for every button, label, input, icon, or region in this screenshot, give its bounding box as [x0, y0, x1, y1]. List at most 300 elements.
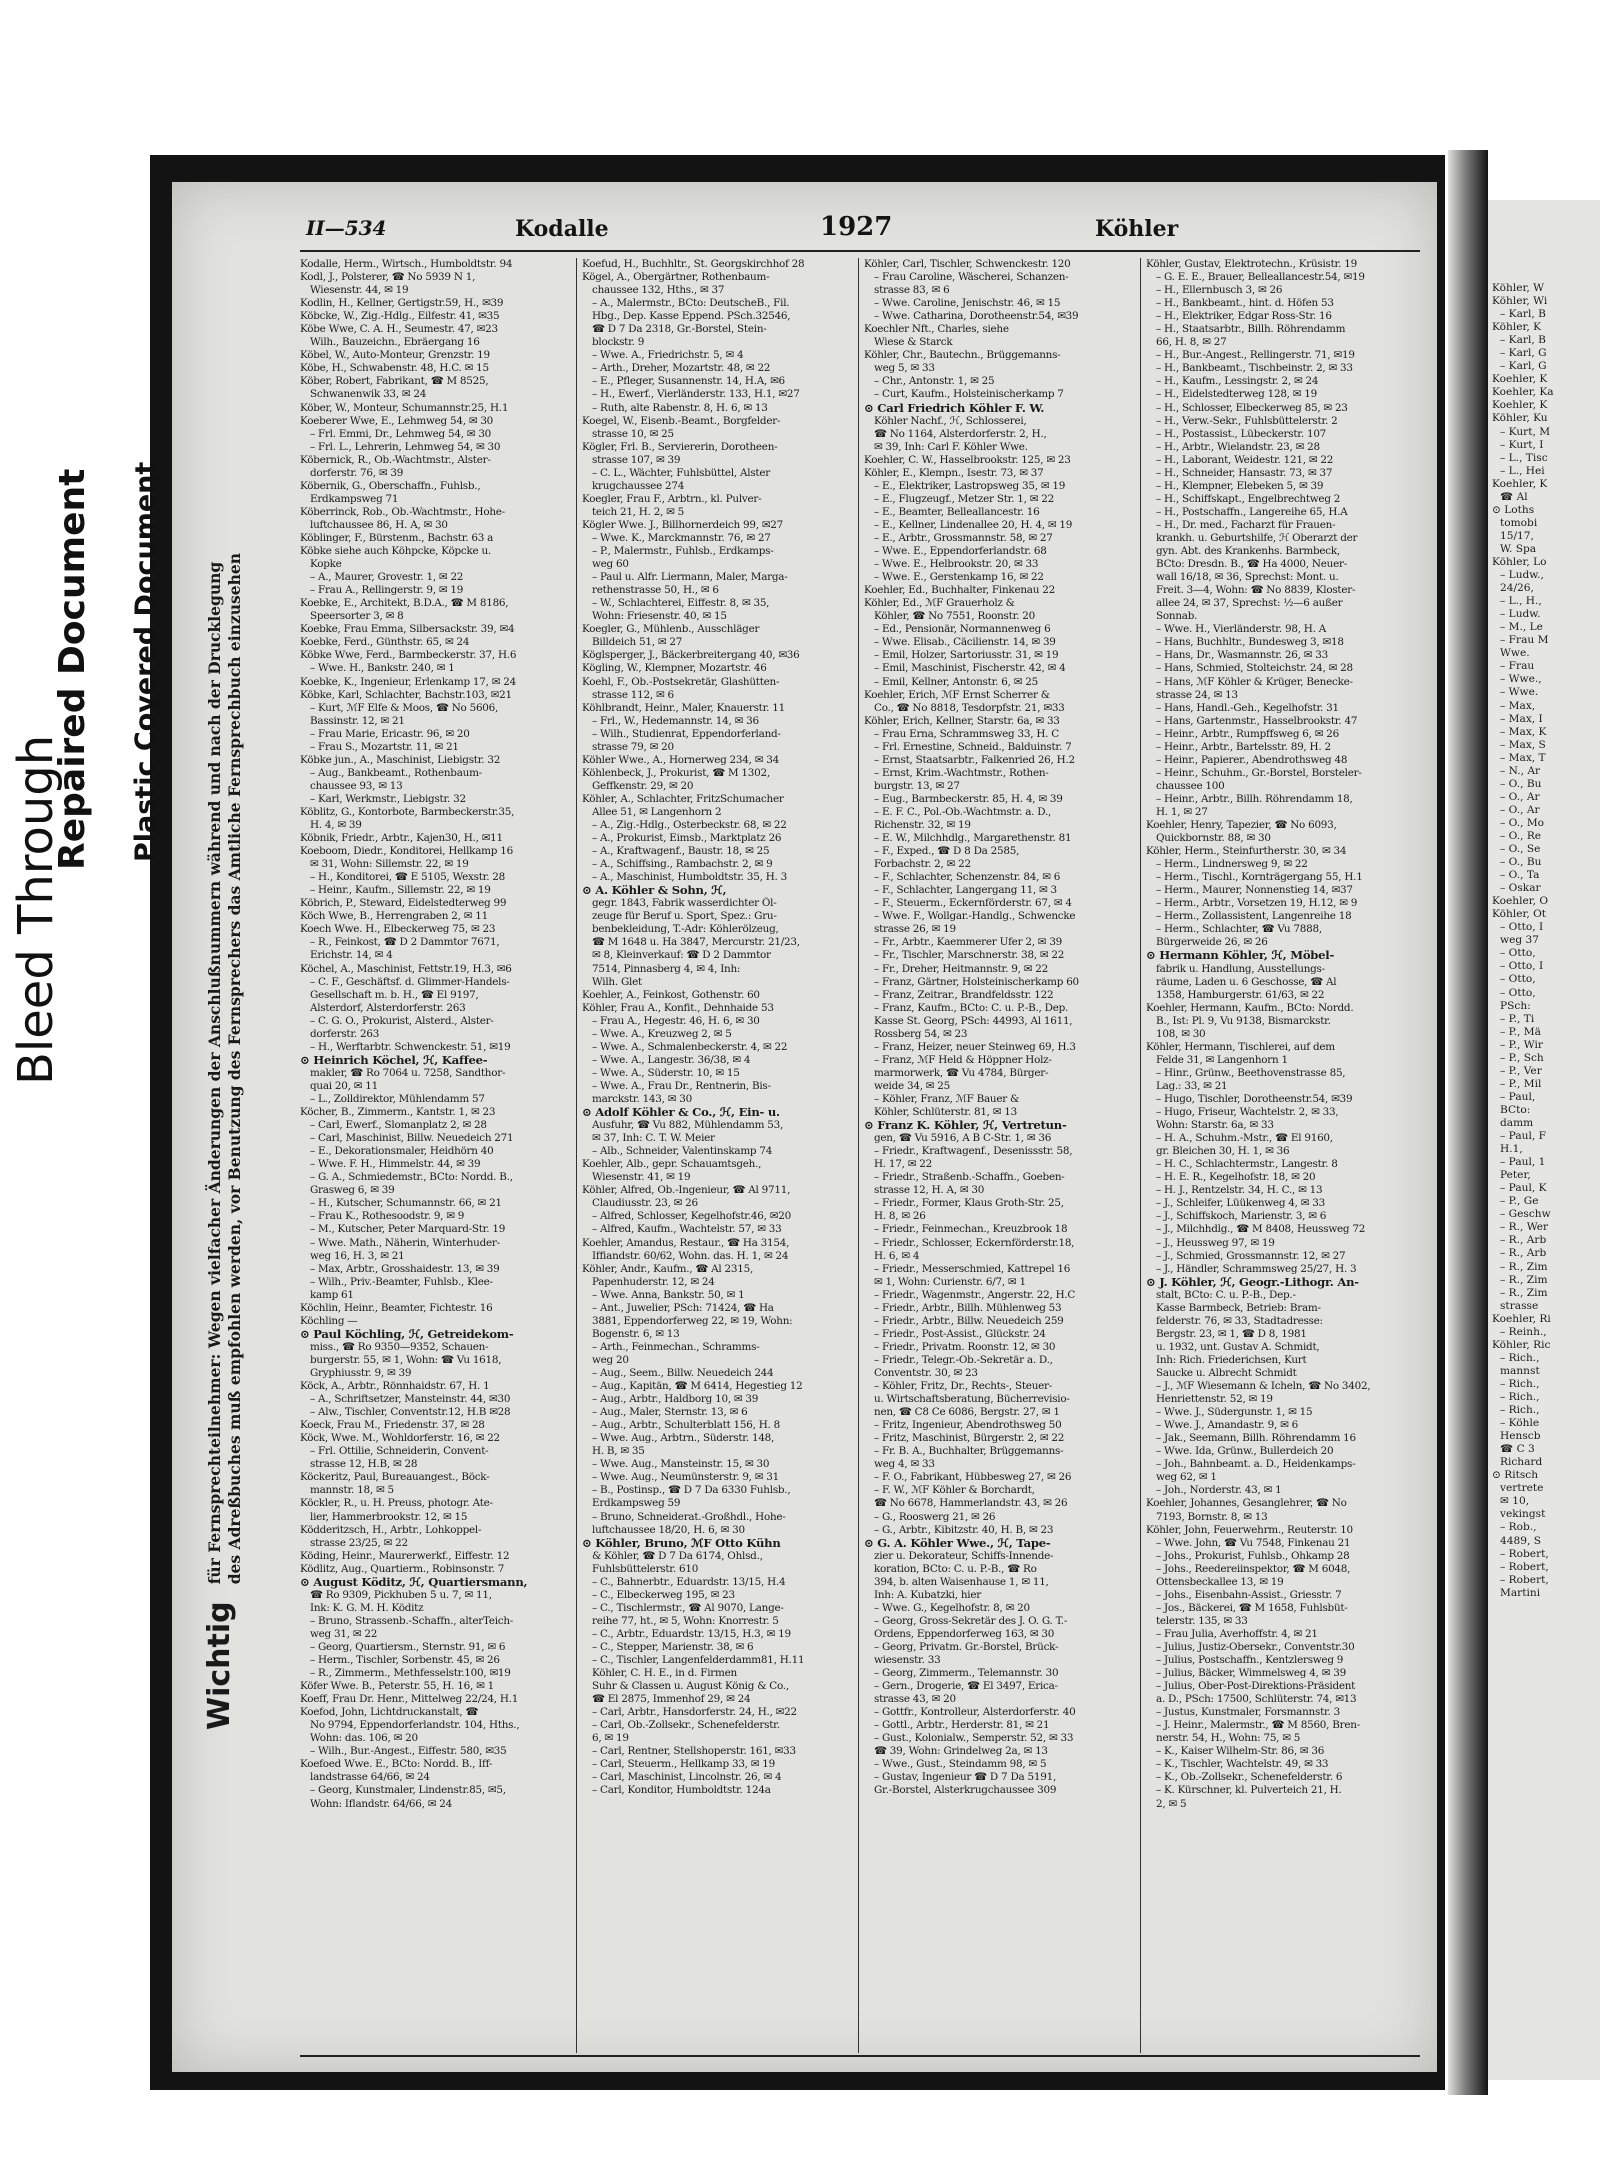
- directory-entry: – L., Zolldirektor, Mühlendamm 57: [310, 1093, 485, 1105]
- directory-entry: – E., Beamter, Belleallancestr. 16: [874, 505, 1040, 518]
- adjacent-page-entry: – Wwe.,: [1500, 673, 1542, 686]
- directory-entry: Grasweg 6, ✉ 39: [310, 1184, 395, 1197]
- directory-entry: Wohn: Starstr. 6a, ✉ 33: [1156, 1119, 1274, 1132]
- directory-entry: – Friedr., Arbtr., Billw. Neuedeich 259: [874, 1314, 1064, 1327]
- directory-entry: Koehler, Alb., gepr. Schauamtsgeh.,: [582, 1158, 762, 1171]
- directory-entry: No 9794, Eppendorferlandstr. 104, Hths.,: [310, 1719, 520, 1732]
- directory-entry: Kodlin, H., Kellner, Gertigstr.59, H., ✉39: [300, 297, 504, 310]
- label-repaired-document: Repaired Document: [52, 468, 93, 870]
- adjacent-page-entry: – Geschw: [1500, 1208, 1551, 1221]
- directory-entry: gen, ☎ Vu 5916, A B C-Str. 1, ✉ 36: [874, 1132, 1052, 1145]
- directory-entry: – Frau Marie, Ericastr. 96, ✉ 20: [310, 727, 470, 740]
- directory-entry: – E., Dekorationsmaler, Heidhörn 40: [310, 1145, 494, 1158]
- header-year: 1927: [820, 212, 893, 242]
- directory-entry: – H. E. R., Kegelhofstr. 18, ✉ 20: [1156, 1171, 1316, 1184]
- directory-entry: – G., Arbtr., Kibitzstr. 40, H. B, ✉ 23: [874, 1523, 1054, 1536]
- directory-entry: – Hans, Buchhltr., Bundesweg 3, ✉18: [1156, 636, 1344, 649]
- directory-entry: – A., Kraftwagenf., Baustr. 18, ✉ 25: [592, 845, 770, 858]
- directory-entry: – Herm., Tischl., Kornträgergang 55, H.1: [1156, 871, 1363, 884]
- directory-entry: Wiesenstr. 41, ✉ 19: [592, 1171, 691, 1184]
- adjacent-page-entry: ☎ C 3: [1500, 1443, 1535, 1456]
- directory-entry: ✉ 1, Wohn: Curienstr. 6/7, ✉ 1: [874, 1275, 1026, 1288]
- directory-entry: – G., Rooswerg 21, ✉ 26: [874, 1510, 996, 1523]
- adjacent-page-entry: – Frau M: [1500, 634, 1549, 647]
- directory-entry: wiesenstr. 33: [874, 1654, 941, 1667]
- adjacent-page-entry: – Rich.,: [1500, 1404, 1540, 1417]
- directory-entry: Quickbornstr. 88, ✉ 30: [1156, 832, 1271, 845]
- directory-entry: – Heinr., Arbtr., Rumpffsweg 6, ✉ 26: [1156, 727, 1339, 740]
- directory-entry: – C. L., Wächter, Fuhlsbüttel, Alster: [592, 466, 770, 479]
- directory-entry: Inh: Rich. Friederichsen, Kurt: [1156, 1353, 1307, 1366]
- directory-entry: Köber, Robert, Fabrikant, ☎ M 8525,: [300, 375, 489, 388]
- directory-entry: – Carl, Steuerm., Hellkamp 33, ✉ 19: [592, 1758, 776, 1771]
- directory-entry: ⊙ J. Köhler, ℋ, Geogr.-Lithogr. An-: [1146, 1275, 1359, 1289]
- directory-entry: – Herm., Zollassistent, Langenreihe 18: [1156, 910, 1352, 923]
- directory-entry: weg 62, ✉ 1: [1156, 1471, 1217, 1484]
- side-labels: [0, 0, 175, 1150]
- directory-entry: – H. A., Schuhm.-Mstr., ☎ El 9160,: [1156, 1132, 1333, 1145]
- directory-entry: dorferstr. 76, ✉ 39: [310, 466, 404, 479]
- directory-entry: – R., Feinkost, ☎ D 2 Dammtor 7671,: [310, 936, 500, 949]
- directory-entry: – P., Malermstr., Fuhlsb., Erdkamps-: [592, 545, 774, 558]
- directory-entry: luftchaussee 18/20, H. 6, ✉ 30: [592, 1523, 745, 1536]
- directory-entry: Wiese & Starck: [874, 336, 953, 349]
- directory-entry: Köbel, W., Auto-Monteur, Grenzstr. 19: [300, 349, 490, 362]
- directory-entry: ⊙ Hermann Köhler, ℋ, Möbel-: [1146, 949, 1335, 963]
- directory-entry: Köblinger, F., Bürstenm., Bachstr. 63 a: [300, 531, 494, 544]
- directory-entry: – H., Staatsarbtr., Billh. Röhrendamm: [1156, 323, 1346, 336]
- directory-entry: Köck, A., Arbtr., Rönnhaidstr. 67, H. 1: [300, 1380, 490, 1393]
- column-divider: [576, 258, 577, 2053]
- directory-entry: Forbachstr. 2, ✉ 22: [874, 858, 971, 871]
- directory-entry: Köbrich, P., Steward, Eidelstedterweg 99: [300, 897, 507, 910]
- directory-entry: allee 24, ✉ 37, Sprechst: ½—6 außer: [1156, 597, 1343, 610]
- directory-entry: Koehler, C. W., Hasselbrookstr. 125, ✉ 23: [864, 453, 1071, 466]
- directory-entry: ⊙ Adolf Köhler & Co., ℋ, Ein- u.: [582, 1106, 780, 1120]
- directory-entry: – Frau A., Hegestr. 46, H. 6, ✉ 30: [592, 1014, 760, 1027]
- adjacent-page-entry: – Max,: [1500, 699, 1536, 712]
- directory-entry: – Gottfr., Kontrolleur, Alsterdorferstr. 40: [874, 1706, 1076, 1719]
- adjacent-page-entry: – O., Ar: [1500, 790, 1540, 803]
- directory-entry: Bürgerweide 26, ✉ 26: [1156, 936, 1268, 949]
- directory-entry: Ködderitzsch, H., Arbtr., Lohkoppel-: [300, 1523, 482, 1536]
- directory-entry: Köhler, Frau A., Konfit., Dehnhaide 53: [582, 1001, 774, 1014]
- directory-entry: Ottensbeckallee 13, ✉ 19: [1156, 1575, 1284, 1588]
- directory-entry: Kögel, A., Obergärtner, Rothenbaum-: [582, 271, 770, 284]
- directory-entry: – C., Stepper, Marienstr. 38, ✉ 6: [592, 1640, 754, 1653]
- directory-entry: Kögler, Frl. B., Serviererin, Dorotheen-: [582, 440, 778, 453]
- adjacent-page-entry: – O., Ar: [1500, 803, 1540, 816]
- directory-entry: – Wwe. J., Südergunstr. 1, ✉ 15: [1156, 1406, 1313, 1419]
- directory-entry: – Julius, Ober-Post-Direktions-Präsident: [1156, 1680, 1356, 1693]
- directory-entry: strasse 23/25, ✉ 22: [310, 1536, 408, 1549]
- directory-entry: 1358, Hamburgerstr. 61/63, ✉ 22: [1156, 988, 1325, 1001]
- directory-entry: – Carl, Ob.-Zollsekr., Schenefelderstr.: [592, 1719, 780, 1732]
- directory-entry: – Hinr., Grünw., Beethovenstrasse 85,: [1156, 1066, 1346, 1079]
- adjacent-page-entry: ⊙ Ritsch: [1492, 1469, 1539, 1482]
- label-bleed-through: Bleed Through: [8, 734, 64, 1085]
- adjacent-page-entry: Wwe.: [1500, 647, 1530, 660]
- book-gutter: [1448, 150, 1488, 2095]
- directory-entry: Papenhuderstr. 12, ✉ 24: [592, 1275, 715, 1288]
- adjacent-page-entry: 24/26,: [1500, 582, 1534, 595]
- directory-entry: – E., Kellner, Lindenallee 20, H. 4, ✉ 19: [874, 518, 1073, 531]
- directory-entry: – Frau K., Rothesoodstr. 9, ✉ 9: [310, 1210, 465, 1223]
- directory-entry: – K., Ob.-Zollsekr., Schenefelderstr. 6: [1156, 1771, 1343, 1784]
- directory-entry: Kasse St. Georg, PSch: 44993, Al 1611,: [874, 1014, 1073, 1027]
- adjacent-page-entry: – R., Zim: [1500, 1273, 1548, 1286]
- directory-entry: Koebke, Ferd., Günthstr. 65, ✉ 24: [300, 636, 470, 649]
- directory-entry: – Ernst, Krim.-Wachtmstr., Rothen-: [874, 766, 1049, 779]
- directory-entry: Köckler, R., u. H. Preuss, photogr. Ate-: [300, 1497, 493, 1510]
- directory-entry: – Fr., Tischler, Marschnerstr. 38, ✉ 22: [874, 949, 1065, 962]
- directory-entry: Köhler, Erich, Kellner, Starstr. 6a, ✉ 33: [864, 714, 1060, 727]
- directory-entry: – Friedr., Arbtr., Billh. Mühlenweg 53: [874, 1301, 1062, 1314]
- adjacent-page-entry: – Kurt, M: [1500, 425, 1551, 438]
- directory-entry: ☎ 39, Wohn: Grindelweg 2a, ✉ 13: [874, 1745, 1048, 1758]
- directory-entry: strasse 12, H. A, ✉ 30: [874, 1184, 985, 1197]
- directory-entry: chaussee 100: [1156, 779, 1225, 792]
- directory-entry: Koeberer Wwe, E., Lehmweg 54, ✉ 30: [300, 414, 494, 427]
- directory-entry: 7193, Bornstr. 8, ✉ 13: [1156, 1510, 1268, 1523]
- adjacent-page-entry: – Köhle: [1500, 1417, 1540, 1430]
- adjacent-page-entry: 4489, S: [1500, 1534, 1541, 1547]
- adjacent-page-entry: – Paul, 1: [1500, 1156, 1546, 1169]
- adjacent-page-entry: Koehler, K: [1492, 399, 1548, 412]
- directory-entry: – H., Schiffskapt., Engelbrechtweg 2: [1156, 492, 1341, 505]
- directory-entry: – C., Tischler, Langenfelderdamm81, H.11: [592, 1654, 805, 1667]
- directory-entry: H. 17, ✉ 22: [874, 1158, 932, 1171]
- directory-entry: & Köhler, ☎ D 7 Da 6174, Ohlsd.,: [592, 1549, 763, 1562]
- directory-entry: 394, b. alten Waisenhause 1, ✉ 11,: [874, 1575, 1049, 1588]
- directory-entry: – Friedr., Wagenmstr., Angerstr. 22, H.C: [874, 1288, 1076, 1301]
- directory-entry: – Frau A., Rellingerstr. 9, ✉ 19: [310, 584, 464, 597]
- directory-entry: Bergstr. 23, ✉ 1, ☎ D 8, 1981: [1156, 1327, 1307, 1340]
- directory-entry: Koehler, Johannes, Gesanglehrer, ☎ No: [1146, 1497, 1347, 1510]
- directory-entry: – Emil, Maschinist, Fischerstr. 42, ✉ 4: [874, 662, 1066, 675]
- directory-entry: – Hans, ℳF Köhler & Krüger, Benecke-: [1156, 675, 1353, 688]
- directory-entry: – F., Schlachter, Langergang 11, ✉ 3: [874, 884, 1057, 897]
- directory-entry: Köch Wwe, B., Herrengraben 2, ✉ 11: [300, 910, 488, 923]
- directory-entry: – Wwe. E., Helbrookstr. 20, ✉ 33: [874, 558, 1039, 571]
- directory-entry: telerstr. 135, ✉ 33: [1156, 1614, 1248, 1627]
- directory-entry: Köding, Heinr., Maurerwerkf., Eiffestr. 12: [300, 1549, 510, 1562]
- directory-entry: – Ed., Pensionär, Normannenweg 6: [874, 623, 1051, 636]
- directory-entry: Köhler, Chr., Bautechn., Brüggemanns-: [864, 349, 1061, 362]
- directory-entry: – Joh., Bahnbeamt. a. D., Heidenkamps-: [1156, 1458, 1356, 1471]
- directory-entry: – Friedr., Kraftwagenf., Desenissstr. 58,: [874, 1145, 1073, 1158]
- directory-entry: Köhlbrandt, Heinr., Maler, Knauerstr. 11: [582, 701, 786, 714]
- directory-entry: Köhler, John, Feuerwehrm., Reuterstr. 10: [1146, 1523, 1353, 1536]
- adjacent-page-entry: – O., Se: [1500, 843, 1541, 856]
- adjacent-page-column: [1492, 282, 1600, 1600]
- directory-entry: – Aug., Arbtr., Haldborg 10, ✉ 39: [592, 1393, 759, 1406]
- adjacent-page-entry: – R., Zim: [1500, 1260, 1548, 1273]
- directory-entry: – Wwe. Aug., Arbtrn., Süderstr. 148,: [592, 1432, 775, 1445]
- header-first-entry: Kodalle: [515, 216, 609, 242]
- adjacent-page: [1488, 200, 1600, 2080]
- directory-entry: – Aug., Bankbeamt., Rothenbaum-: [310, 766, 482, 779]
- directory-entry: Alsterdorf, Alsterdorferstr. 263: [310, 1001, 466, 1014]
- directory-entry: H. 8, ✉ 26: [874, 1210, 926, 1223]
- directory-entry: – J. Heinr., Malermstr., ☎ M 8560, Bren-: [1156, 1719, 1360, 1732]
- directory-entry: ⊙ Franz K. Köhler, ℋ, Vertretun-: [864, 1119, 1067, 1133]
- adjacent-page-entry: – Max, I: [1500, 712, 1543, 725]
- directory-entry: strasse 112, ✉ 6: [592, 688, 674, 701]
- directory-entry: Köbe Wwe, C. A. H., Seumestr. 47, ✉23: [300, 323, 498, 336]
- directory-entry: – J., Schmied, Grossmannstr. 12, ✉ 27: [1156, 1249, 1346, 1262]
- directory-entry: Ink: K. G. M. H. Köditz: [310, 1601, 424, 1614]
- directory-entry: – H., Werftarbtr. Schwenckestr. 51, ✉19: [310, 1040, 511, 1053]
- directory-entry: – H., Arbtr., Wielandstr. 23, ✉ 28: [1156, 440, 1320, 453]
- directory-entry: – Heinr., Schuhm., Gr.-Borstel, Borsteler-: [1156, 766, 1362, 779]
- adjacent-page-entry: – O., Bu: [1500, 777, 1542, 790]
- directory-entry: weide 34, ✉ 25: [874, 1079, 951, 1092]
- directory-entry: ⊙ Köhler, Bruno, ℳF Otto Kühn: [582, 1536, 781, 1550]
- directory-entry: – Wwe. Anna, Bankstr. 50, ✉ 1: [592, 1288, 745, 1301]
- directory-entry: krugchaussee 274: [592, 479, 685, 492]
- directory-entry: Ausfuhr, ☎ Vu 882, Mühlendamm 53,: [592, 1119, 784, 1132]
- directory-entry: strasse 43, ✉ 20: [874, 1693, 956, 1706]
- directory-entry: Claudiusstr. 23, ✉ 26: [592, 1197, 698, 1210]
- directory-entry: – A., Schiffsing., Rambachstr. 2, ✉ 9: [592, 858, 773, 871]
- adjacent-page-entry: PSch:: [1500, 999, 1531, 1012]
- adjacent-page-entry: – L., H.,: [1500, 595, 1542, 608]
- notice-heading: Wichtig: [202, 1601, 237, 1730]
- notice-line-1: für Fernsprechteilnehmer: Wegen vielfacher Änderungen der Anschlußnummern während und nach der Drucklegung: [204, 561, 224, 1585]
- column-divider: [858, 258, 859, 2053]
- directory-entry: – Frau Caroline, Wäscherei, Schanzen-: [874, 271, 1069, 284]
- adjacent-page-entry: Martini: [1500, 1586, 1541, 1599]
- adjacent-page-entry: ⊙ Loths: [1492, 503, 1535, 516]
- adjacent-page-entry: damm: [1500, 1117, 1534, 1129]
- directory-entry: teich 21, H. 2, ✉ 5: [592, 505, 685, 518]
- directory-entry: – A., Malermstr., BCto: DeutscheB., Fil.: [592, 297, 790, 310]
- adjacent-page-entry: – Karl, B: [1500, 334, 1546, 347]
- directory-entry: – J., Milchhdlg., ☎ M 8408, Heussweg 72: [1156, 1223, 1366, 1236]
- directory-entry: Kasse Barmbeck, Betrieb: Bram-: [1156, 1301, 1321, 1314]
- adjacent-page-entry: 15/17,: [1500, 529, 1534, 542]
- directory-entry: – A., Zig.-Hdlg., Osterbeckstr. 68, ✉ 22: [592, 819, 787, 832]
- directory-entry: Co., ☎ No 8818, Tesdorpfstr. 21, ✉33: [874, 701, 1065, 714]
- adjacent-page-entry: vertrete: [1500, 1482, 1544, 1495]
- directory-entry: 2, ✉ 5: [1156, 1797, 1187, 1810]
- directory-entry: Köhler Nachf., ℋ, Schlosserei,: [874, 414, 1027, 427]
- adjacent-page-entry: strasse: [1500, 1299, 1539, 1312]
- directory-entry: strasse 26, ✉ 19: [874, 923, 956, 936]
- directory-entry: – Herm., Arbtr., Vorsetzen 19, H.12, ✉ 9: [1156, 897, 1358, 910]
- directory-entry: 7514, Pinnasberg 4, ✉ 4, Inh:: [592, 962, 741, 975]
- directory-entry: – Friedr., Telegr.-Ob.-Sekretär a. D.,: [874, 1353, 1053, 1366]
- directory-entry: strasse 12, H.B, ✉ 28: [310, 1458, 418, 1471]
- directory-entry: Koehler, A., Feinkost, Gothenstr. 60: [582, 988, 760, 1001]
- directory-entry: chaussee 93, ✉ 13: [310, 779, 403, 792]
- directory-entry: reihe 77, ht., ✉ 5, Wohn: Knorrestr. 5: [592, 1614, 779, 1627]
- directory-entry: strasse 79, ✉ 20: [592, 740, 674, 753]
- directory-entry: ⊙ Carl Friedrich Köhler F. W.: [864, 401, 1045, 415]
- directory-entry: H. 1, ✉ 27: [1156, 805, 1208, 818]
- directory-entry: – Jak., Seemann, Billh. Röhrendamm 16: [1156, 1432, 1356, 1445]
- directory-entry: ☎ Ro 9309, Pickhuben 5 u. 7, ✉ 11,: [310, 1588, 492, 1601]
- directory-entry: strasse 24, ✉ 13: [1156, 688, 1238, 701]
- directory-entry: Koechler Nft., Charles, siehe: [864, 323, 1009, 336]
- directory-entry: Saucke u. Albrecht Schmidt: [1156, 1366, 1297, 1379]
- adjacent-page-entry: – Robert,: [1500, 1573, 1549, 1586]
- directory-entry: Köbnik, Friedr., Arbtr., Kajen30, H., ✉11: [300, 832, 503, 845]
- directory-entry: Koefoed Wwe. E., BCto: Nordd. B., Iff-: [300, 1758, 493, 1771]
- directory-entry: Koefod, John, Lichtdruckanstalt, ☎: [300, 1706, 479, 1719]
- directory-entry: ☎ D 7 Da 2318, Gr.-Borstel, Stein-: [592, 323, 767, 336]
- directory-entry: B., Ist: Pl. 9, Vu 9138, Bismarckstr.: [1156, 1014, 1331, 1027]
- directory-entry: – Wwe. H., Vierländerstr. 98, H. A: [1156, 623, 1326, 636]
- adjacent-page-entry: – O., Ta: [1500, 869, 1540, 882]
- directory-entry: – H., Schlosser, Elbeckerweg 85, ✉ 23: [1156, 401, 1348, 414]
- directory-entry: – Gern., Drogerie, ☎ El 3497, Erica-: [874, 1680, 1058, 1693]
- directory-entry: – Alw., Tischler, Conventstr.12, H.B ✉28: [310, 1406, 511, 1419]
- directory-entry: – Aug., Kapitän, ☎ M 6414, Hegestieg 12: [592, 1380, 803, 1393]
- directory-entry: – H., Klempner, Elebeken 5, ✉ 39: [1156, 479, 1324, 492]
- page-number: II—534: [306, 216, 387, 240]
- directory-entry: Erdkampsweg 71: [310, 492, 399, 505]
- adjacent-page-entry: – Max, T: [1500, 751, 1546, 764]
- adjacent-page-entry: Richard: [1500, 1456, 1543, 1469]
- adjacent-page-entry: Köhler, Ot: [1492, 908, 1547, 921]
- directory-entry: Köblitz, G., Kontorbote, Barmbeckerstr.35,: [300, 805, 515, 818]
- directory-entry: Koeff, Frau Dr. Henr., Mittelweg 22/24, H.1: [300, 1693, 519, 1706]
- directory-entry: – Fritz, Maschinist, Bürgerstr. 2, ✉ 22: [874, 1432, 1065, 1445]
- directory-entry: – Ruth, alte Rabenstr. 8, H. 6, ✉ 13: [592, 401, 768, 414]
- directory-entry: Koefud, H., Buchhltr., St. Georgskirchhof 28: [582, 258, 805, 270]
- directory-entry: – F. W., ℳF Köhler & Borchardt,: [874, 1484, 1035, 1497]
- directory-entry: – Gustav, Ingenieur ☎ D 7 Da 5191,: [874, 1771, 1057, 1784]
- directory-entry: ☎ No 1164, Alsterdorferstr. 2, H.,: [874, 427, 1047, 440]
- directory-entry: – Wwe. A., Schmalenbeckerstr. 4, ✉ 22: [592, 1040, 788, 1053]
- directory-entry: Köchel, A., Maschinist, Fettstr.19, H.3, ✉6: [300, 962, 512, 975]
- directory-entry: 108, ✉ 30: [1156, 1027, 1206, 1040]
- adjacent-page-entry: – Wwe.: [1500, 686, 1539, 699]
- directory-entry: burgerstr. 55, ✉ 1, Wohn: ☎ Vu 1618,: [310, 1353, 502, 1366]
- directory-entry: – Arth., Feinmechan., Schramms-: [592, 1340, 760, 1353]
- column-3: [864, 258, 1132, 2053]
- directory-entry: – Wwe. Ida, Grünw., Bullerdeich 20: [1156, 1445, 1334, 1458]
- adjacent-page-entry: – Robert,: [1500, 1560, 1549, 1573]
- directory-entry: Köbke, Karl, Schlachter, Bachstr.103, ✉21: [300, 688, 512, 701]
- directory-entry: a. D., PSch: 17500, Schlüterstr. 74, ✉13: [1156, 1693, 1357, 1706]
- directory-entry: – Frl. Ottilie, Schneiderin, Convent-: [310, 1445, 489, 1458]
- directory-entry: – Julius, Bäcker, Wimmelsweg 4, ✉ 39: [1156, 1667, 1346, 1680]
- header-last-entry: Köhler: [1095, 216, 1179, 242]
- directory-entry: nerstr. 54, H., Wohn: 75, ✉ 5: [1156, 1732, 1301, 1745]
- directory-entry: – Carl, Konditor, Humboldtstr. 124a: [592, 1784, 771, 1797]
- directory-entry: – Wwe. A., Kreuzweg 2, ✉ 5: [592, 1027, 732, 1040]
- directory-entry: Köbke siehe auch Köhpcke, Köpcke u.: [300, 545, 491, 558]
- directory-entry: – Carl, Rentner, Stellshoperstr. 161, ✉33: [592, 1745, 796, 1758]
- directory-entry: ✉ 37, Inh: C. T. W. Meier: [592, 1132, 715, 1145]
- label-plastic-covered-document: Plastic Covered Document: [130, 461, 161, 862]
- directory-entry: – Georg, Quartiersm., Sternstr. 91, ✉ 6: [310, 1640, 506, 1653]
- directory-entry: ✉ 8, Kleinverkauf: ☎ D 2 Dammtor: [592, 949, 771, 962]
- adjacent-page-entry: – Otto, I: [1500, 960, 1544, 973]
- adjacent-page-entry: Köhler, Ku: [1492, 412, 1548, 425]
- directory-entry: – A., Prokurist, Eimsb., Marktplatz 26: [592, 832, 782, 845]
- adjacent-page-entry: – O., Bu: [1500, 856, 1542, 869]
- directory-entry: – Wwe. A., Süderstr. 10, ✉ 15: [592, 1066, 740, 1079]
- adjacent-page-entry: – Rob.,: [1500, 1521, 1537, 1534]
- adjacent-page-entry: – Ludw.,: [1500, 569, 1544, 582]
- directory-entry: – Alb., Schneider, Valentinskamp 74: [592, 1145, 773, 1158]
- directory-entry: – Chr., Antonstr. 1, ✉ 25: [874, 375, 995, 388]
- directory-entry: ✉ 31, Wohn: Sillemstr. 22, ✉ 19: [310, 858, 469, 871]
- directory-entry: Gesellschaft m. b. H., ☎ El 9197,: [310, 988, 479, 1001]
- directory-entry: weg 20: [592, 1353, 629, 1366]
- adjacent-page-entry: ☎ Al: [1500, 490, 1528, 503]
- directory-entry: Köfer Wwe. B., Peterstr. 55, H. 16, ✉ 1: [300, 1680, 494, 1693]
- directory-entry: Richenstr. 32, ✉ 19: [874, 819, 971, 832]
- directory-entry: Koeck, Frau M., Friedenstr. 37, ✉ 28: [300, 1419, 485, 1432]
- directory-entry: – F., Exped., ☎ D 8 Da 2585,: [874, 845, 1020, 858]
- directory-entry: ☎ El 2875, Immenhof 29, ✉ 24: [592, 1693, 751, 1706]
- directory-entry: – Wwe. Aug., Neumünsterstr. 9, ✉ 31: [592, 1471, 780, 1484]
- adjacent-page-entry: – Otto, I: [1500, 921, 1544, 934]
- directory-entry: – H., Elektriker, Edgar Ross-Str. 16: [1156, 310, 1332, 323]
- directory-entry: – H., Postassist., Lübeckerstr. 107: [1156, 427, 1327, 440]
- directory-entry: Köchlin, Heinr., Beamter, Fichtestr. 16: [300, 1301, 493, 1314]
- adjacent-page-entry: – P., Wir: [1500, 1038, 1543, 1051]
- adjacent-page-entry: – R., Arb: [1500, 1247, 1547, 1260]
- directory-entry: – C., Bahnerbtr., Eduardstr. 13/15, H.4: [592, 1575, 786, 1588]
- directory-entry: Koegler, G., Mühlenb., Ausschläger: [582, 623, 760, 636]
- adjacent-page-entry: – Reinh.,: [1500, 1325, 1547, 1338]
- adjacent-page-entry: – Karl, B: [1500, 308, 1546, 321]
- directory-entry: strasse 107, ✉ 39: [592, 453, 681, 466]
- adjacent-page-entry: – R., Zim: [1500, 1286, 1548, 1299]
- directory-entry: – H., Dr. med., Facharzt für Frauen-: [1156, 518, 1336, 531]
- directory-entry: – H., Laborant, Weidestr. 121, ✉ 22: [1156, 453, 1334, 466]
- directory-entry: Henriettenstr. 52, ✉ 19: [1156, 1393, 1273, 1406]
- directory-entry: zier u. Dekorateur, Schiffs-Innende-: [874, 1549, 1054, 1562]
- directory-entry: gyn. Abt. des Krankenhs. Barmbeck,: [1156, 545, 1340, 558]
- directory-entry: weg 60: [592, 558, 629, 571]
- directory-entry: Köck, Wwe. M., Wohldorferstr. 16, ✉ 22: [300, 1432, 500, 1445]
- directory-entry: ☎ No 6678, Hammerlandstr. 43, ✉ 26: [874, 1497, 1068, 1510]
- directory-entry: – Köhler, Franz, ℳF Bauer &: [874, 1093, 1020, 1105]
- directory-entry: – Frl., W., Hedemannstr. 14, ✉ 36: [592, 714, 759, 727]
- adjacent-page-entry: – Ludw.: [1500, 608, 1541, 621]
- adjacent-page-entry: – L., Hei: [1500, 464, 1545, 477]
- directory-entry: Wohn: Iflandstr. 64/66, ✉ 24: [310, 1797, 452, 1810]
- footer-rule: [300, 2055, 1420, 2057]
- adjacent-page-entry: – Karl, G: [1500, 347, 1547, 360]
- notice-line-2: des Adreßbuches muß empfohlen werden, vor Benutzung des Fernsprechers das Amtliche Fernsprechbuch einzusehen: [224, 552, 244, 1585]
- adjacent-page-entry: – R., Wer: [1500, 1221, 1549, 1234]
- directory-entry: Köhler, Alfred, Ob.-Ingenieur, ☎ Al 9711,: [582, 1184, 791, 1197]
- adjacent-page-entry: – O., Re: [1500, 829, 1542, 842]
- directory-entry: luftchaussee 86, H. A, ✉ 30: [310, 518, 448, 531]
- adjacent-page-entry: – Frau: [1500, 660, 1535, 673]
- directory-entry: Köbke jun., A., Maschinist, Liebigstr. 32: [300, 753, 501, 766]
- directory-entry: felderstr. 76, ✉ 33, Stadtadresse:: [1156, 1314, 1323, 1327]
- directory-entry: – H., Schneider, Hansastr. 73, ✉ 37: [1156, 466, 1333, 479]
- directory-entry: makler, ☎ Ro 7064 u. 7258, Sandthor-: [310, 1066, 506, 1079]
- directory-entry: – Paul u. Alfr. Liermann, Maler, Marga-: [592, 571, 788, 584]
- directory-entry: Köhler, Schlüterstr. 81, ✉ 13: [874, 1106, 1018, 1119]
- directory-entry: – E. W., Milchhdlg., Margarethenstr. 81: [874, 832, 1072, 845]
- directory-entry: marmorwerk, ☎ Vu 4784, Bürger-: [874, 1066, 1049, 1079]
- directory-entry: miss., ☎ Ro 9350—9352, Schauen-: [310, 1340, 489, 1353]
- directory-entry: – H., Ellernbusch 3, ✉ 26: [1156, 284, 1283, 297]
- directory-entry: – Julius, Postschaffn., Kentzlersweg 9: [1156, 1654, 1344, 1667]
- directory-entry: – Arth., Dreher, Mozartstr. 48, ✉ 22: [592, 362, 771, 375]
